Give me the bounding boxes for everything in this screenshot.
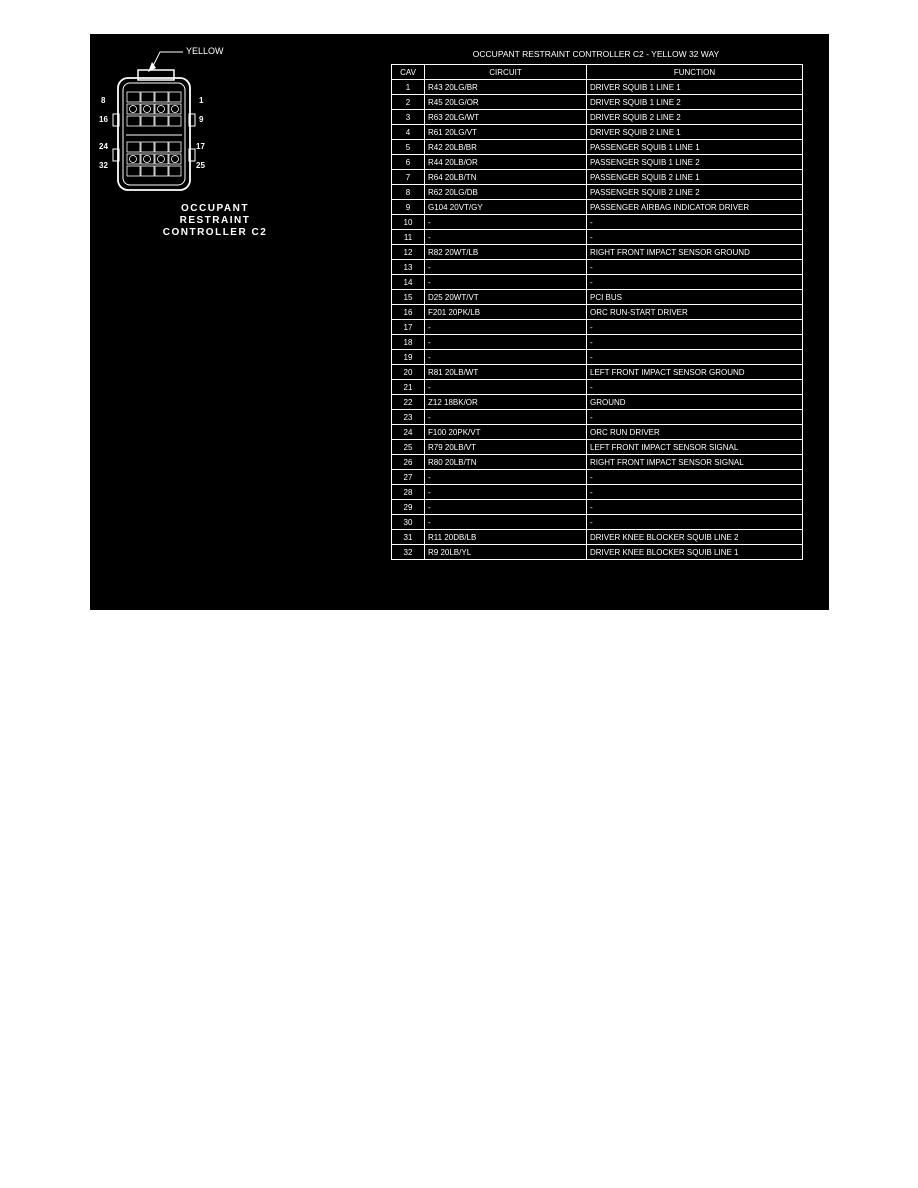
lower-cavity-block bbox=[127, 142, 181, 176]
table-row bbox=[392, 305, 803, 320]
cavity-cell: 13 bbox=[392, 260, 425, 275]
cavity-cell: 9 bbox=[392, 200, 425, 215]
cavity-cell: 17 bbox=[392, 320, 425, 335]
function-cell: DRIVER SQUIB 2 LINE 1 bbox=[587, 125, 803, 140]
function-cell: DRIVER SQUIB 2 LINE 2 bbox=[587, 110, 803, 125]
table-row bbox=[392, 245, 803, 260]
table-row bbox=[392, 470, 803, 485]
circuit-cell: - bbox=[425, 230, 587, 245]
cavity-number-right-top: 1 bbox=[199, 96, 204, 105]
function-cell: PCI BUS bbox=[587, 290, 803, 305]
cavity-cell: 8 bbox=[392, 185, 425, 200]
function-cell: - bbox=[587, 230, 803, 245]
circuit-cell: R79 20LB/VT bbox=[425, 440, 587, 455]
circuit-cell: R42 20LB/BR bbox=[425, 140, 587, 155]
table-row bbox=[392, 200, 803, 215]
table-row bbox=[392, 260, 803, 275]
table-row bbox=[392, 365, 803, 380]
circuit-cell: Z12 18BK/OR bbox=[425, 395, 587, 410]
function-cell: - bbox=[587, 470, 803, 485]
cavity-cell: 1 bbox=[392, 80, 425, 95]
connector-color-callout: YELLOW bbox=[186, 46, 224, 56]
circuit-cell: - bbox=[425, 320, 587, 335]
circuit-cell: R80 20LB/TN bbox=[425, 455, 587, 470]
function-cell: - bbox=[587, 380, 803, 395]
table-title: OCCUPANT RESTRAINT CONTROLLER C2 - YELLOW 32 WAY bbox=[472, 49, 720, 59]
circuit-cell: R82 20WT/LB bbox=[425, 245, 587, 260]
cavity-number-left-2: 16 bbox=[99, 115, 108, 124]
function-cell: DRIVER SQUIB 1 LINE 1 bbox=[587, 80, 803, 95]
function-cell: - bbox=[587, 320, 803, 335]
function-cell: - bbox=[587, 335, 803, 350]
function-cell: PASSENGER SQUIB 1 LINE 1 bbox=[587, 140, 803, 155]
cavity-number-right-3: 17 bbox=[196, 142, 205, 151]
cavity-cell: 14 bbox=[392, 275, 425, 290]
cavity-cell: 32 bbox=[392, 545, 425, 560]
circuit-cell: - bbox=[425, 350, 587, 365]
table-row bbox=[392, 395, 803, 410]
function-cell: RIGHT FRONT IMPACT SENSOR GROUND bbox=[587, 245, 803, 260]
function-cell: LEFT FRONT IMPACT SENSOR GROUND bbox=[587, 365, 803, 380]
function-cell: GROUND bbox=[587, 395, 803, 410]
cavity-cell: 10 bbox=[392, 215, 425, 230]
cavity-cell: 22 bbox=[392, 395, 425, 410]
function-cell: - bbox=[587, 215, 803, 230]
function-cell: DRIVER SQUIB 1 LINE 2 bbox=[587, 95, 803, 110]
table-row bbox=[392, 335, 803, 350]
circuit-cell: - bbox=[425, 335, 587, 350]
table-row bbox=[392, 530, 803, 545]
table-row bbox=[392, 455, 803, 470]
circuit-cell: R45 20LG/OR bbox=[425, 95, 587, 110]
function-cell: PASSENGER AIRBAG INDICATOR DRIVER bbox=[587, 200, 803, 215]
callout-leader-line bbox=[152, 52, 183, 68]
function-cell: - bbox=[587, 260, 803, 275]
function-cell: - bbox=[587, 350, 803, 365]
cavity-cell: 26 bbox=[392, 455, 425, 470]
circuit-cell: R43 20LG/BR bbox=[425, 80, 587, 95]
cavity-cell: 4 bbox=[392, 125, 425, 140]
cavity-cell: 2 bbox=[392, 95, 425, 110]
cavity-cell: 7 bbox=[392, 170, 425, 185]
function-cell: - bbox=[587, 410, 803, 425]
function-cell: ORC RUN-START DRIVER bbox=[587, 305, 803, 320]
table-row bbox=[392, 110, 803, 125]
table-row bbox=[392, 215, 803, 230]
cavity-cell: 16 bbox=[392, 305, 425, 320]
circuit-cell: R9 20LB/YL bbox=[425, 545, 587, 560]
connector-label-line: CONTROLLER C2 bbox=[162, 227, 268, 238]
circuit-cell: R44 20LB/OR bbox=[425, 155, 587, 170]
cavity-cell: 29 bbox=[392, 500, 425, 515]
circuit-cell: R81 20LB/WT bbox=[425, 365, 587, 380]
cavity-cell: 23 bbox=[392, 410, 425, 425]
connector-figure bbox=[90, 34, 390, 284]
connector-label-line: RESTRAINT bbox=[179, 215, 251, 226]
header-cav: CAV bbox=[392, 65, 425, 80]
circuit-cell: - bbox=[425, 380, 587, 395]
cavity-cell: 25 bbox=[392, 440, 425, 455]
table-row bbox=[392, 350, 803, 365]
table-row bbox=[392, 80, 803, 95]
function-cell: DRIVER KNEE BLOCKER SQUIB LINE 1 bbox=[587, 545, 803, 560]
circuit-cell: R61 20LG/VT bbox=[425, 125, 587, 140]
table-row bbox=[392, 95, 803, 110]
circuit-cell: - bbox=[425, 500, 587, 515]
table-row bbox=[392, 380, 803, 395]
circuit-cell: - bbox=[425, 275, 587, 290]
cavity-cell: 20 bbox=[392, 365, 425, 380]
cavity-number-left-3: 24 bbox=[99, 142, 108, 151]
table-row bbox=[392, 515, 803, 530]
cavity-cell: 18 bbox=[392, 335, 425, 350]
cavity-cell: 31 bbox=[392, 530, 425, 545]
table-row bbox=[392, 290, 803, 305]
cavity-cell: 21 bbox=[392, 380, 425, 395]
circuit-cell: - bbox=[425, 470, 587, 485]
circuit-cell: D25 20WT/VT bbox=[425, 290, 587, 305]
cavity-cell: 6 bbox=[392, 155, 425, 170]
cavity-cell: 30 bbox=[392, 515, 425, 530]
table-row bbox=[392, 425, 803, 440]
circuit-cell: - bbox=[425, 215, 587, 230]
cavity-cell: 3 bbox=[392, 110, 425, 125]
function-cell: - bbox=[587, 485, 803, 500]
cavity-cell: 15 bbox=[392, 290, 425, 305]
table-row bbox=[392, 410, 803, 425]
circuit-cell: - bbox=[425, 515, 587, 530]
cavity-cell: 11 bbox=[392, 230, 425, 245]
header-function: FUNCTION bbox=[587, 65, 803, 80]
circuit-cell: R63 20LG/WT bbox=[425, 110, 587, 125]
table-row bbox=[392, 170, 803, 185]
function-cell: LEFT FRONT IMPACT SENSOR SIGNAL bbox=[587, 440, 803, 455]
table-row bbox=[392, 500, 803, 515]
table-row bbox=[392, 545, 803, 560]
cavity-cell: 24 bbox=[392, 425, 425, 440]
function-cell: - bbox=[587, 515, 803, 530]
connector-label bbox=[150, 203, 280, 239]
upper-cavity-block bbox=[127, 92, 181, 126]
circuit-cell: F201 20PK/LB bbox=[425, 305, 587, 320]
cavity-number-left-bottom: 32 bbox=[99, 161, 108, 170]
circuit-cell: R11 20DB/LB bbox=[425, 530, 587, 545]
pinout-table bbox=[391, 64, 803, 560]
table-row bbox=[392, 185, 803, 200]
table-row bbox=[392, 320, 803, 335]
cavity-cell: 5 bbox=[392, 140, 425, 155]
cavity-cell: 27 bbox=[392, 470, 425, 485]
cavity-cell: 12 bbox=[392, 245, 425, 260]
table-row bbox=[392, 140, 803, 155]
circuit-cell: - bbox=[425, 410, 587, 425]
circuit-cell: - bbox=[425, 485, 587, 500]
cavity-number-left-top: 8 bbox=[101, 96, 106, 105]
function-cell: RIGHT FRONT IMPACT SENSOR SIGNAL bbox=[587, 455, 803, 470]
header-circuit: CIRCUIT bbox=[425, 65, 587, 80]
table-row bbox=[392, 125, 803, 140]
wiring-diagram-panel bbox=[90, 34, 829, 610]
table-row bbox=[392, 230, 803, 245]
table-row bbox=[392, 275, 803, 290]
function-cell: ORC RUN DRIVER bbox=[587, 425, 803, 440]
table-header-row bbox=[392, 65, 803, 80]
cavity-cell: 28 bbox=[392, 485, 425, 500]
cavity-number-right-2: 9 bbox=[199, 115, 204, 124]
function-cell: DRIVER KNEE BLOCKER SQUIB LINE 2 bbox=[587, 530, 803, 545]
table-row bbox=[392, 485, 803, 500]
function-cell: - bbox=[587, 500, 803, 515]
circuit-cell: F100 20PK/VT bbox=[425, 425, 587, 440]
circuit-cell: R62 20LG/DB bbox=[425, 185, 587, 200]
cavity-number-right-bottom: 25 bbox=[196, 161, 205, 170]
circuit-cell: R64 20LB/TN bbox=[425, 170, 587, 185]
function-cell: PASSENGER SQUIB 2 LINE 1 bbox=[587, 170, 803, 185]
circuit-cell: - bbox=[425, 260, 587, 275]
circuit-cell: G104 20VT/GY bbox=[425, 200, 587, 215]
cavity-cell: 19 bbox=[392, 350, 425, 365]
table-row bbox=[392, 155, 803, 170]
table-row bbox=[392, 440, 803, 455]
function-cell: PASSENGER SQUIB 2 LINE 2 bbox=[587, 185, 803, 200]
connector-label-line: OCCUPANT bbox=[181, 203, 249, 214]
connector-drawing bbox=[90, 34, 390, 284]
function-cell: PASSENGER SQUIB 1 LINE 2 bbox=[587, 155, 803, 170]
function-cell: - bbox=[587, 275, 803, 290]
